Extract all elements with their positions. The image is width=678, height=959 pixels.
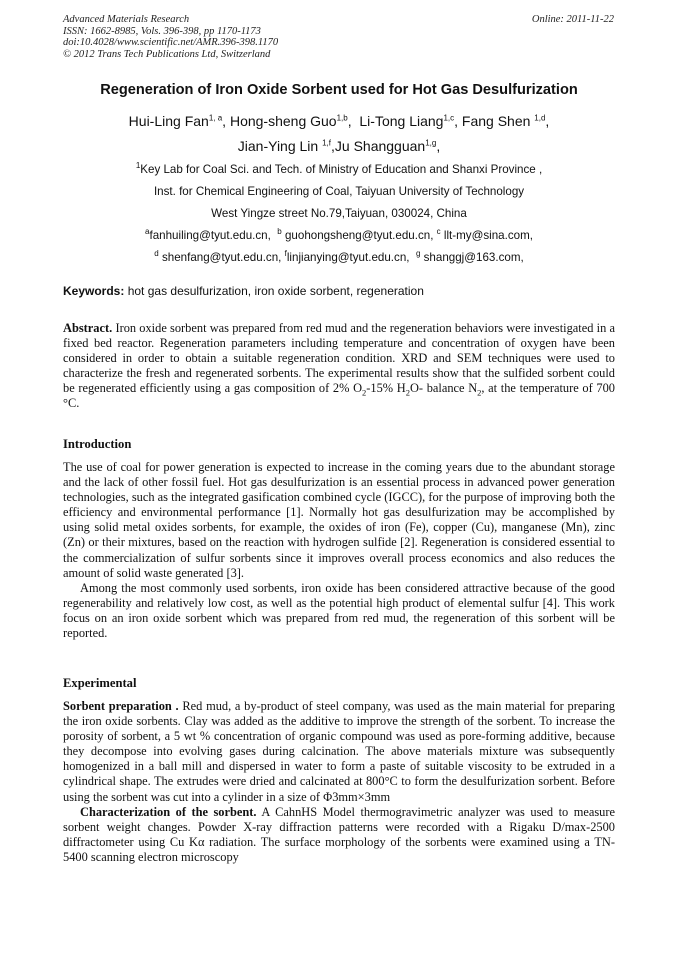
author-line-2: Jian-Ying Lin $^{1,f}$,Ju Shangguan$^{1,g}$, <box>237 138 441 154</box>
email-address: llt-my@sina.com, <box>443 229 533 242</box>
email-marker: f <box>284 249 287 259</box>
author-affil: 1, a <box>208 113 223 123</box>
author-affil: 1,d <box>534 113 546 123</box>
paragraph <box>63 699 615 805</box>
online-date: Online: 2011-11-22 <box>531 14 614 25</box>
email-marker: a <box>145 227 150 237</box>
email-address: shanggj@163.com, <box>423 251 524 264</box>
affil-number: 1 <box>135 161 141 171</box>
author-line-1: Hui-Ling Fan$^{1, a}$, Hong-sheng Guo$^{1,b}$, Li-Tong Liang$^{1,c}$, Fang Shen $^{1,d}$, <box>128 113 550 129</box>
affiliation-line-1 <box>0 163 678 176</box>
email-address: fanhuiling@tyut.edu.cn, <box>149 229 271 242</box>
subscript: 2 <box>405 387 410 398</box>
author-name: Ju Shangguan <box>334 138 426 154</box>
email-marker: c <box>436 227 441 237</box>
author-affil: 1,g <box>425 138 437 148</box>
section-heading-experimental: Experimental <box>63 676 137 690</box>
author-affil: 1,f <box>322 138 331 148</box>
affiliation-line-3: West Yingze street No.79,Taiyuan, 030024, China <box>211 207 467 220</box>
paragraph-text: Red mud, a by-product of steel company, was used as the main material for preparing the iron oxide sorbents. Clay was added as the additive to improve the strength of the sorbent. To increase the porosity of sorbent, a 5 wt % concentration of organic compound was used as pore-forming additive, because they decompose into evolving gases during calcination. The above materials mixture was subsequently homogenized in a ball mill and dispersed in water to form a paste of suitable viscosity to be extruded in a cylindrical shape. The extrudes were dried and calcinated at 800°C to form the desulfurization sorbent. Before using the sorbent was cut into a cylinder in a size of Φ3mm×3mm <box>63 699 615 804</box>
abstract-text: -15% H <box>366 381 406 396</box>
journal-header <box>63 14 278 60</box>
author-name: Hui-Ling Fan <box>128 113 209 129</box>
email-marker: g <box>415 249 421 259</box>
subsection-label: Characterization of the sorbent. <box>80 804 257 819</box>
author-name: Fang Shen <box>461 113 531 129</box>
subscript: 2 <box>477 387 482 398</box>
keywords-label: Keywords: <box>63 284 125 298</box>
email-line-2 <box>0 251 678 264</box>
paragraph: Among the most commonly used sorbents, iron oxide has been considered attractive because of the good regenerability and relatively low cost, as well as the potential high product of elemental sulfur [4]. This work focus on an iron oxide sorbent which was prepared from red mud, the regeneration of this sorbent will be reported. <box>63 580 615 641</box>
abstract <box>63 321 615 412</box>
doi-line: doi:10.4028/www.scientific.net/AMR.396-398.1170 <box>63 37 279 49</box>
author-affil: 1,b <box>336 113 348 123</box>
author-affil: 1,c <box>443 113 455 123</box>
paragraph: The use of coal for power generation is expected to increase in the coming years due to the abundant storage and the lack of other fossil fuel. Hot gas desulfurization is an essential process in advanced power generation technologies, such as the integrated gasification combined cycle (IGCC), for the purpose of improving both the efficiency and environmental performance [1]. Normally hot gas desulfurization may be accomplished by using solid metal oxides sorbents, for example, the oxides of iron (Fe), copper (Cu), manganese (Mn), zinc (Zn) or their mixtures, based on the reaction with hydrogen sulfide [2]. Regeneration is considered essential to the commercialization of sulfur sorbents since it improves overall process economics and also reduces the amount of solid waste generated [3]. <box>63 460 615 580</box>
subscript: 2 <box>362 387 367 398</box>
paper-title: Regeneration of Iron Oxide Sorbent used for Hot Gas Desulfurization <box>100 82 578 98</box>
author-name: Li-Tong Liang <box>359 113 444 129</box>
experimental-body <box>63 699 615 865</box>
author-name: Hong-sheng Guo <box>229 113 337 129</box>
keywords <box>63 284 424 298</box>
email-address: shenfang@tyut.edu.cn, <box>161 251 282 264</box>
email-address: guohongsheng@tyut.edu.cn, <box>284 229 434 242</box>
email-marker: b <box>277 227 282 237</box>
paragraph-text: A CahnHS Model thermogravimetric analyzer was used to measure sorbent weight changes. Powder X-ray diffraction patterns were recorded with a Rigaku D/max-2500 diffractometer using Cu Kα radiation. The surface morphology of the sorbents were examined using a TN-5400 scanning electron microscopy <box>63 804 616 864</box>
abstract-label: Abstract. <box>63 321 113 335</box>
abstract-text: Iron oxide sorbent was prepared from red mud and the regeneration behaviors were investigated in a fixed bed reactor. Regeneration parameters including temperature and concentration of oxygen have been considered in order to obtain a suitable regeneration condition. XRD and SEM techniques were used to characterize the fresh and regenerated sorbents. The experimental results show that the sulfided sorbent could be regenerated efficiently using a gas composition of 2% O <box>63 321 615 396</box>
journal-name: Advanced Materials Research <box>63 14 190 25</box>
affiliation-text: Key Lab for Coal Sci. and Tech. of Ministry of Education and Shanxi Province , <box>140 163 543 176</box>
section-heading-introduction: Introduction <box>63 437 132 451</box>
email-address: linjianying@tyut.edu.cn, <box>286 251 410 264</box>
abstract-text: , at the temperature of 700 °C. <box>63 381 615 411</box>
email-marker: d <box>154 249 159 259</box>
copyright-line: © 2012 Trans Tech Publications Ltd, Switzerland <box>63 48 271 60</box>
email-line-1 <box>0 229 678 242</box>
introduction-body <box>63 460 615 641</box>
subsection-label: Sorbent preparation . <box>63 699 179 713</box>
author-name: Jian-Ying Lin <box>237 138 319 154</box>
abstract-text: O- balance N <box>409 381 478 396</box>
affiliation-line-2: Inst. for Chemical Engineering of Coal, Taiyuan University of Technology <box>153 185 525 198</box>
paragraph <box>63 805 615 865</box>
issn-line: ISSN: 1662-8985, Vols. 396-398, pp 1170-1173 <box>63 25 261 37</box>
keywords-text: hot gas desulfurization, iron oxide sorbent, regeneration <box>127 284 424 298</box>
